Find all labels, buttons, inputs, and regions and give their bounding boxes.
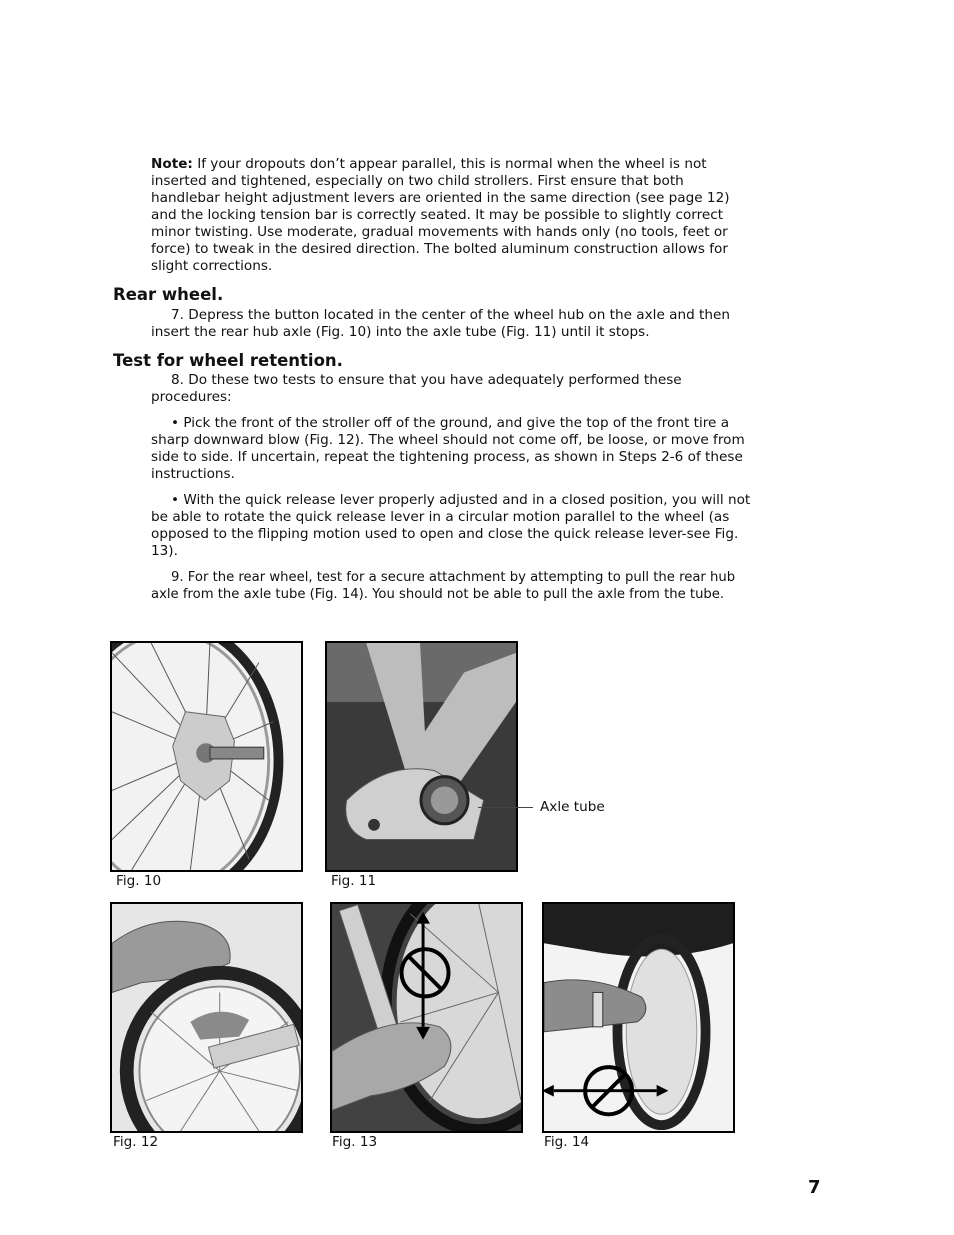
note-text: If your dropouts don’t appear parallel, this is normal when the wheel is not inserted and tightened, especially on two child strollers. First ensure that both handlebar height adjustment levers are oriented in the same direction (see page 12) and the locking tension bar is correctly seated. It may be possible to slightly correct minor twisting. Use moderate, gradual movements with hands only (no tools, feet or force) to tweak in the desired direction. The bolted aluminum construction allows for slight corrections.	[151, 156, 730, 274]
retention-heading: Test for wheel retention.	[113, 351, 343, 370]
figure-12-caption: Fig. 12	[113, 1134, 159, 1150]
figure-10-caption: Fig. 10	[116, 873, 162, 889]
figure-12-image	[110, 902, 303, 1133]
rear-wheel-section	[151, 307, 751, 341]
figure-10-image	[110, 641, 303, 872]
note-paragraph	[151, 156, 751, 275]
axle-leader-line	[478, 807, 533, 808]
step-9-block	[151, 569, 751, 603]
bullet-1-text: • Pick the front of the stroller off of the ground, and give the top of the front tire a sharp downward blow (Fig. 12). The wheel should not come off, be loose, or move from side to side. If uncertain, repeat the tightening process, as shown in Steps 2-6 of these instructions.	[151, 415, 745, 482]
bullet-1-block	[151, 415, 751, 483]
step-7-text: 7. Depress the button located in the center of the wheel hub on the axle and then insert the rear hub axle (Fig. 10) into the axle tube (Fig. 11) until it stops.	[151, 307, 730, 340]
page-number: 7	[808, 1177, 821, 1198]
figure-14-image	[542, 902, 735, 1133]
bullet-2-block	[151, 492, 751, 560]
figure-11-image	[325, 641, 518, 872]
note-label: Note:	[151, 156, 193, 172]
step-9-text: 9. For the rear wheel, test for a secure attachment by attempting to pull the rear hub axle from the axle tube (Fig. 14). You should not be able to pull the axle from the tube.	[151, 570, 736, 602]
figure-11-caption: Fig. 11	[331, 873, 377, 889]
step-8-block	[151, 372, 751, 406]
figure-13-image	[330, 902, 523, 1133]
rear-wheel-heading: Rear wheel.	[113, 285, 224, 304]
figure-14-caption: Fig. 14	[544, 1134, 590, 1150]
figure-13-caption: Fig. 13	[332, 1134, 378, 1150]
axle-tube-label: Axle tube	[540, 799, 605, 815]
bullet-2-text: • With the quick release lever properly adjusted and in a closed position, you will not be able to rotate the quick release lever in a circular motion parallel to the wheel (as opposed to the flipping motion used to open and close the quick release lever-see Fig. 13).	[151, 492, 751, 559]
step-8-text: 8. Do these two tests to ensure that you have adequately performed these procedures:	[151, 372, 682, 405]
